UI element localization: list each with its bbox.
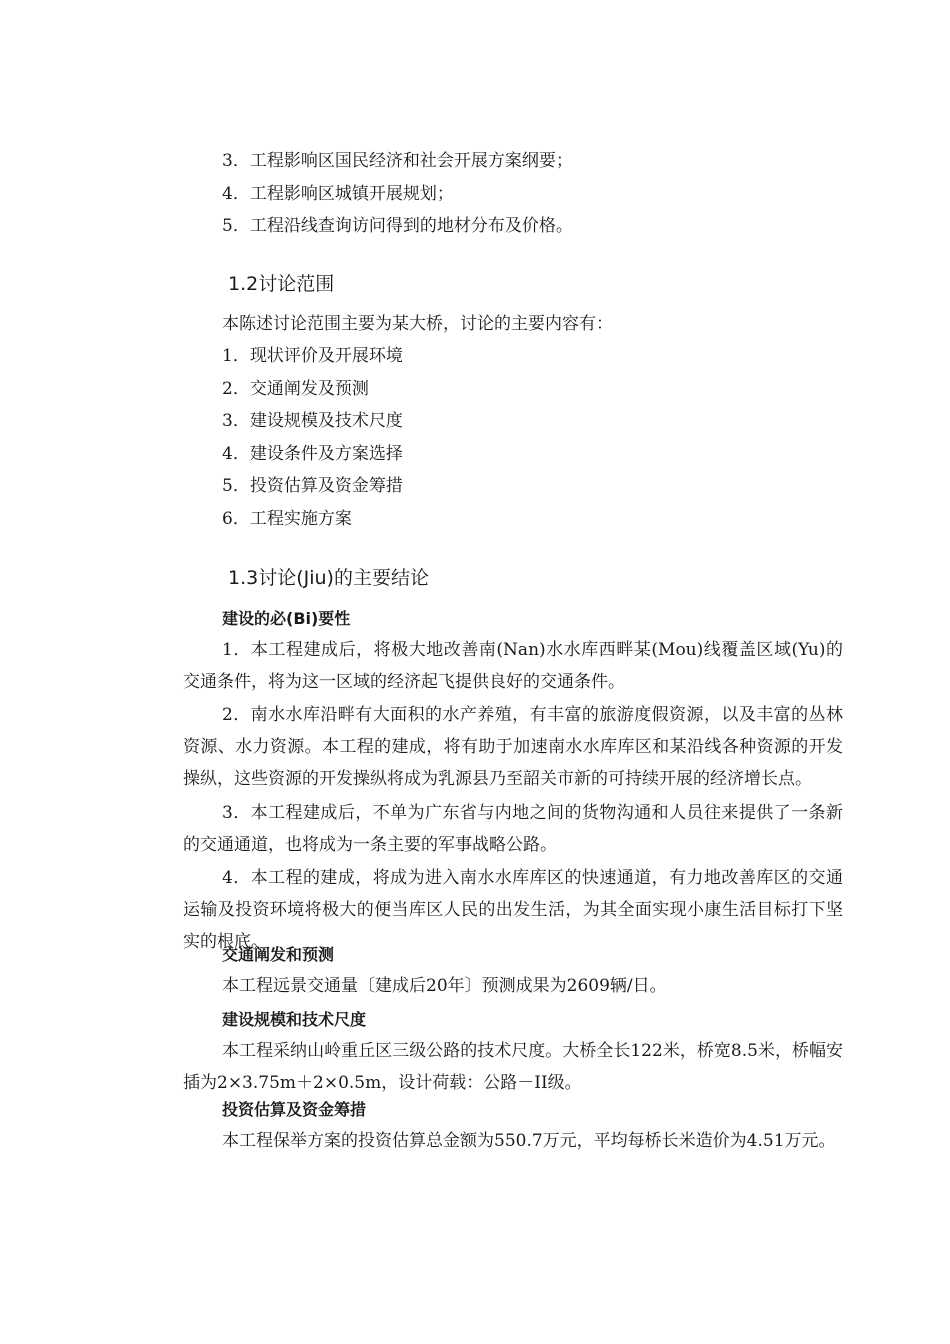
scale-paragraph: 本工程采纳山岭重丘区三级公路的技术尺度。大桥全长122米，桥宽8.5米，桥幅安插为2×3.75m＋2×0.5m，设计荷载：公路－II级。 bbox=[183, 1041, 843, 1093]
scope-item-4: 4．建设条件及方案选择 bbox=[222, 444, 403, 464]
subhead-necessity: 建设的必(Bi)要性 bbox=[222, 609, 351, 628]
subhead-investment: 投资估算及资金筹措 bbox=[222, 1100, 367, 1119]
investment-paragraph: 本工程保举方案的投资估算总金额为550.7万元，平均每桥长米造价为4.51万元。 bbox=[222, 1131, 836, 1151]
necessity-paragraph-4: 4．本工程的建成，将成为进入南水水库库区的快速通道，有力地改善库区的交通运输及投资环境将极大的便当库区人民的出发生活，为其全面实现小康生活目标打下坚实的根底。 bbox=[183, 868, 843, 952]
list-item-4: 4．工程影响区城镇开展规划； bbox=[222, 184, 454, 204]
necessity-paragraph-1: 1．本工程建成后，将极大地改善南(Nan)水水库西畔某(Mou)线覆盖区域(Yu)的交通条件，将为这一区域的经济起飞提供良好的交通条件。 bbox=[183, 640, 843, 692]
necessity-paragraph-3: 3．本工程建成后，不单为广东省与内地之间的货物沟通和人员往来提供了一条新的交通通道，也将成为一条主要的军事战略公路。 bbox=[183, 803, 843, 855]
scope-item-6: 6．工程实施方案 bbox=[222, 509, 352, 529]
subhead-traffic: 交通阐发和预测 bbox=[222, 945, 335, 964]
scope-item-1: 1．现状评价及开展环境 bbox=[222, 346, 403, 366]
section-heading-1-3: 1.3讨论(Jiu)的主要结论 bbox=[228, 567, 429, 589]
scope-item-5: 5．投资估算及资金筹措 bbox=[222, 476, 403, 496]
section-heading-1-2: 1.2讨论范围 bbox=[228, 273, 335, 295]
scope-item-3: 3．建设规模及技术尺度 bbox=[222, 411, 403, 431]
traffic-paragraph: 本工程远景交通量〔建成后20年〕预测成果为2609辆/日。 bbox=[222, 976, 667, 996]
list-item-3: 3．工程影响区国民经济和社会开展方案纲要； bbox=[222, 151, 573, 171]
scope-intro: 本陈述讨论范围主要为某大桥，讨论的主要内容有： bbox=[222, 314, 613, 334]
scope-item-2: 2．交通阐发及预测 bbox=[222, 379, 369, 399]
subhead-scale: 建设规模和技术尺度 bbox=[222, 1010, 367, 1029]
necessity-paragraph-2: 2．南水水库沿畔有大面积的水产养殖，有丰富的旅游度假资源，以及丰富的丛林资源、水力资源。本工程的建成，将有助于加速南水水库库区和某沿线各种资源的开发操纵，这些资源的开发操纵将成为乳源县乃至韶关市新的可持续开展的经济增长点。 bbox=[183, 705, 843, 789]
list-item-5: 5．工程沿线查询访问得到的地材分布及价格。 bbox=[222, 216, 573, 236]
